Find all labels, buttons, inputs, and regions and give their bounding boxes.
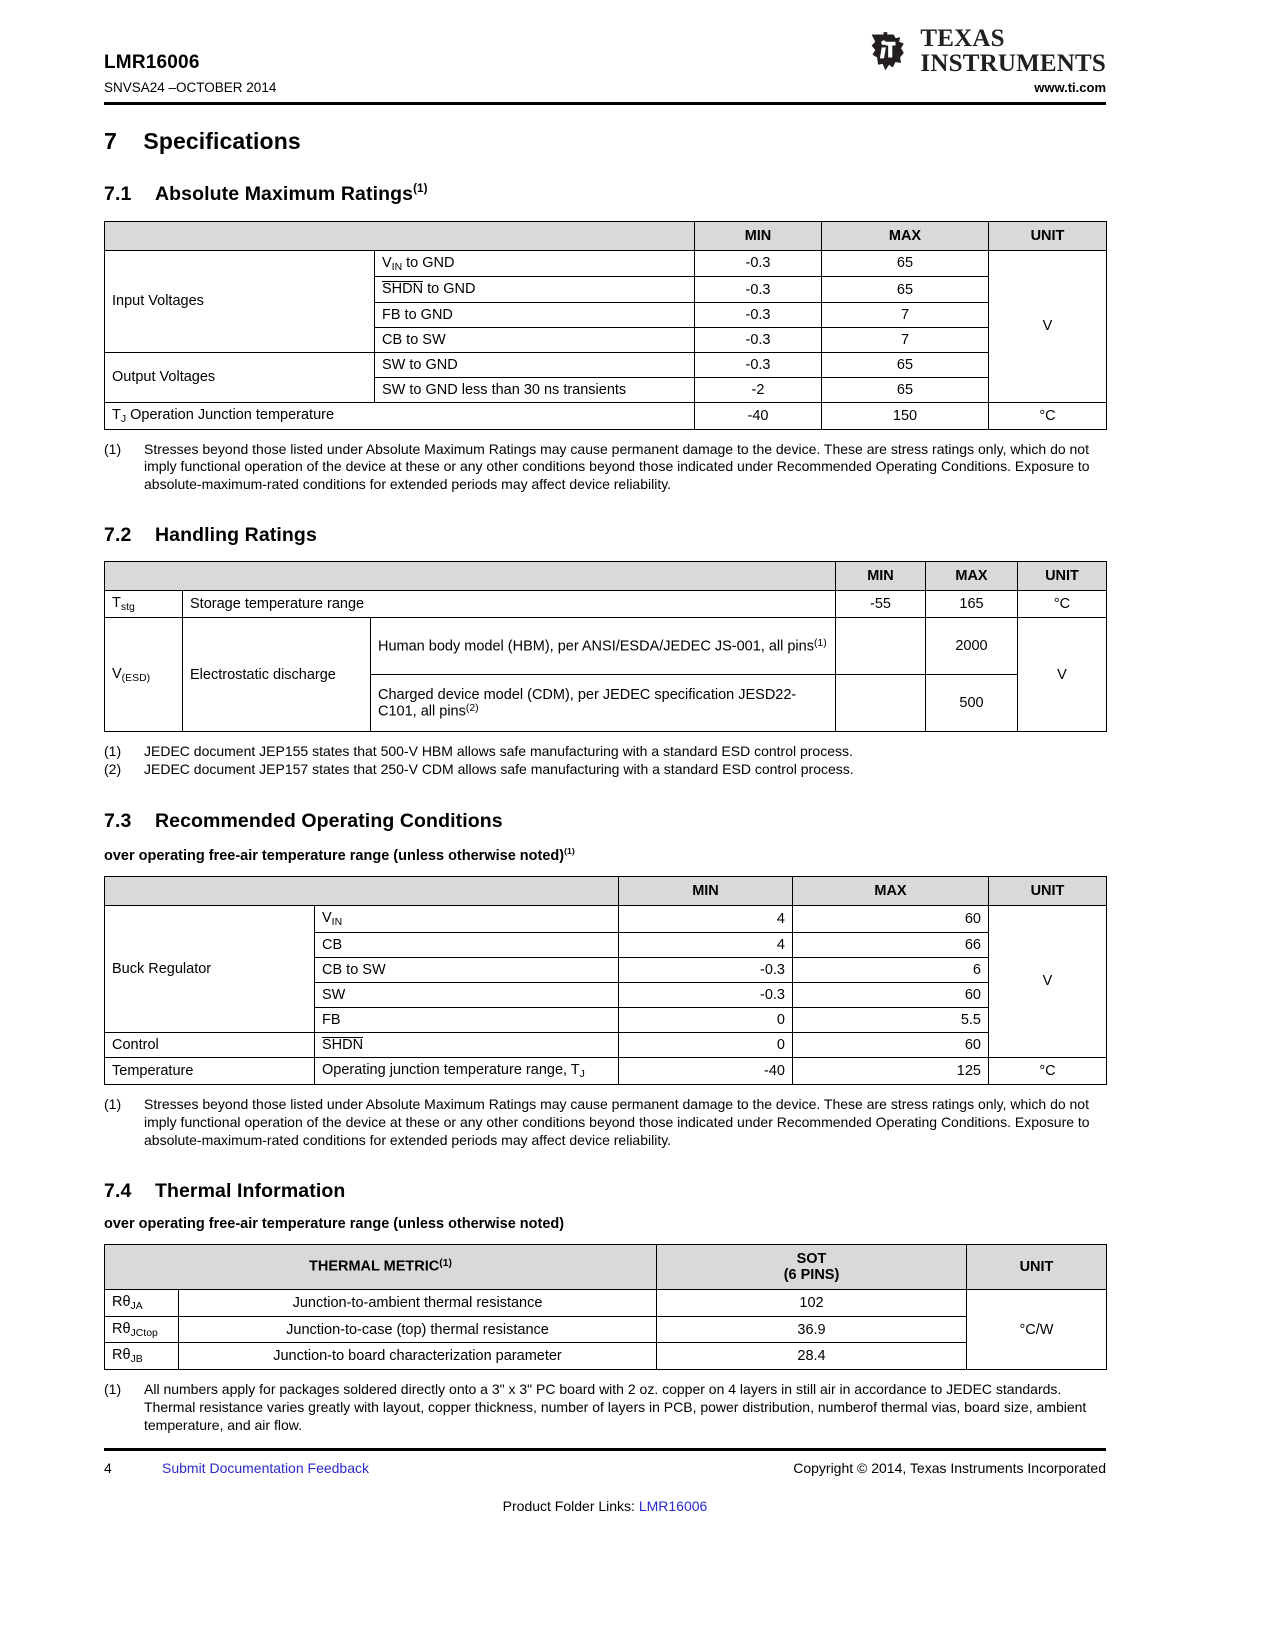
- param-sub: J: [120, 413, 127, 425]
- header-thermal-metric-text: THERMAL METRIC: [309, 1258, 440, 1275]
- table-row: [105, 1289, 1107, 1316]
- group-label-control: Control: [105, 1032, 315, 1057]
- symbol-base: V: [112, 665, 122, 682]
- product-folder-row: [104, 1498, 1106, 1514]
- max-value: 65: [822, 250, 989, 277]
- footnotes-7-4: [104, 1381, 1106, 1435]
- param-cell: CB to SW: [375, 327, 695, 352]
- group-label-temperature: Temperature: [105, 1057, 315, 1084]
- footnote-text: JEDEC document JEP155 states that 500-V HBM allows safe manufacturing with a standard ESD control process.: [144, 743, 853, 760]
- subtitle-7-3: [104, 846, 1106, 864]
- absolute-maximum-ratings-table: [104, 221, 1107, 430]
- description-cell: Junction-to-case (top) thermal resistance: [179, 1316, 657, 1343]
- param-base-overlined: SHDN: [382, 281, 424, 298]
- param-base: T: [112, 406, 121, 423]
- header-blank: [105, 876, 619, 905]
- footnote-item: [104, 441, 1106, 495]
- max-value: 125: [793, 1057, 989, 1084]
- param-cell: [315, 1057, 619, 1084]
- header-unit: UNIT: [1018, 562, 1107, 591]
- thermal-information-table: [104, 1244, 1107, 1371]
- subtitle-footnote-ref: (1): [564, 846, 575, 857]
- param-cell: [315, 905, 619, 932]
- param-cell: [375, 277, 695, 302]
- header-blank: [105, 221, 695, 250]
- max-value: 7: [822, 327, 989, 352]
- symbol-cell: [105, 1343, 179, 1370]
- footnote-item: [104, 1381, 1106, 1435]
- symbol-sub: stg: [120, 602, 135, 614]
- esd-footnote-ref: (1): [813, 637, 827, 649]
- heading-7-3-number: 7.3: [104, 810, 132, 833]
- table-row: [105, 352, 1107, 377]
- heading-7-4-number: 7.4: [104, 1179, 132, 1202]
- min-value: -0.3: [695, 250, 822, 277]
- symbol-sub: (ESD): [121, 672, 151, 684]
- header-unit: UNIT: [967, 1244, 1107, 1289]
- max-value: 66: [793, 932, 989, 957]
- min-value: -55: [836, 591, 926, 618]
- product-folder-label: Product Folder Links:: [502, 1498, 639, 1514]
- section-title: Specifications: [143, 128, 301, 154]
- header-unit: UNIT: [989, 221, 1107, 250]
- section-number: 7: [104, 128, 117, 154]
- max-value: 65: [822, 277, 989, 302]
- table-row: [105, 1032, 1107, 1057]
- max-value: 60: [793, 982, 989, 1007]
- param-cell: SW: [315, 982, 619, 1007]
- symbol-cell: [105, 1289, 179, 1316]
- param-cell: SW to GND: [375, 352, 695, 377]
- table-row: [105, 905, 1107, 932]
- header-unit: UNIT: [989, 876, 1107, 905]
- footnote-mark: (1): [104, 1381, 122, 1398]
- footnote-item: [104, 743, 1106, 761]
- min-value: 0: [619, 1007, 793, 1032]
- ti-website-link[interactable]: www.ti.com: [1034, 80, 1106, 95]
- ti-logo: [867, 26, 1106, 76]
- min-value: 4: [619, 905, 793, 932]
- description-cell: Junction-to board characterization parameter: [179, 1343, 657, 1370]
- max-value: 7: [822, 302, 989, 327]
- footnotes-7-3: [104, 1096, 1106, 1150]
- table-row: [105, 1316, 1107, 1343]
- symbol-sub: JCtop: [130, 1327, 158, 1339]
- footer-divider: [104, 1448, 1106, 1451]
- param-base: V: [382, 254, 392, 271]
- unit-voltage: V: [989, 250, 1107, 402]
- header-min: MIN: [619, 876, 793, 905]
- max-value: 2000: [926, 618, 1018, 675]
- symbol-sub: JA: [130, 1300, 143, 1312]
- max-value: 150: [822, 402, 989, 429]
- min-value: -2: [695, 377, 822, 402]
- param-sub: IN: [391, 261, 403, 273]
- page-header: [104, 0, 1106, 95]
- param-cell: FB: [315, 1007, 619, 1032]
- max-value: 60: [793, 905, 989, 932]
- header-package-line1: SOT: [796, 1250, 827, 1267]
- footnote-text: All numbers apply for packages soldered directly onto a 3" x 3" PC board with 2 oz. copper on 4 layers in still air in accordance to JEDEC standards. Thermal resistance varies greatly with layout, copper thickness, number of layers in PCB, power distribution, numberof thermal vias, board size, ambient temperature, and air flow.: [144, 1381, 1087, 1434]
- min-value: [836, 675, 926, 732]
- footnote-mark: (2): [104, 761, 122, 778]
- description-cell: Junction-to-ambient thermal resistance: [179, 1289, 657, 1316]
- max-value: 6: [793, 957, 989, 982]
- param-cell: SW to GND less than 30 ns transients: [375, 377, 695, 402]
- heading-7-4-title: Thermal Information: [154, 1179, 346, 1202]
- symbol-base: Rθ: [112, 1347, 131, 1364]
- param-cell: [375, 250, 695, 277]
- min-value: 0: [619, 1032, 793, 1057]
- table-row: [105, 1343, 1107, 1370]
- esd-footnote-ref: (2): [465, 702, 479, 714]
- max-value: 5.5: [793, 1007, 989, 1032]
- heading-7-2-number: 7.2: [104, 524, 132, 547]
- param-base-overlined: SHDN: [322, 1036, 364, 1053]
- heading-7-1-number: 7.1: [104, 182, 132, 205]
- footer-row: [104, 1460, 1106, 1476]
- ti-logo-line2: INSTRUMENTS: [920, 50, 1106, 77]
- param-base: V: [322, 909, 332, 926]
- footnote-text: Stresses beyond those listed under Absolute Maximum Ratings may cause permanent damage to the device. These are stress ratings only, which do not imply functional operation of the device at these or any other conditions beyond those indicated under Recommended Operating Conditions. Exposure to absolute-maximum-rated conditions for extended periods may affect device reliability.: [144, 440, 1090, 493]
- param-sub: IN: [331, 916, 343, 928]
- footnote-item: [104, 1096, 1106, 1150]
- min-value: -0.3: [695, 277, 822, 302]
- max-value: 60: [793, 1032, 989, 1057]
- heading-7-3-title: Recommended Operating Conditions: [154, 810, 503, 833]
- header-max: MAX: [793, 876, 989, 905]
- product-folder-link[interactable]: LMR16006: [638, 1498, 708, 1514]
- unit-celsius: °C: [1018, 591, 1107, 618]
- symbol-cell: [105, 591, 183, 618]
- page-title: [104, 128, 1106, 155]
- heading-7-1: [104, 182, 1106, 206]
- max-value: 65: [822, 377, 989, 402]
- header-max: MAX: [926, 562, 1018, 591]
- table-row: [105, 591, 1107, 618]
- footnote-item: [104, 761, 1106, 779]
- symbol-base: Rθ: [112, 1293, 131, 1310]
- symbol-base: Rθ: [112, 1320, 131, 1337]
- min-value: -0.3: [695, 302, 822, 327]
- param-sub: J: [579, 1068, 585, 1080]
- symbol-sub: JB: [130, 1354, 143, 1366]
- handling-ratings-table: [104, 561, 1107, 732]
- param-cell: [315, 1032, 619, 1057]
- heading-7-1-title: Absolute Maximum Ratings: [154, 182, 414, 205]
- esd-model-text: Charged device model (CDM), per JEDEC specification JESD22-C101, all pins: [378, 686, 797, 720]
- document-id: SNVSA24 –OCTOBER 2014: [104, 80, 277, 95]
- min-value: 4: [619, 932, 793, 957]
- header-package: [657, 1244, 967, 1289]
- description-cell-esd: Electrostatic discharge: [183, 618, 371, 732]
- table-header-row: [105, 562, 1107, 591]
- footnotes-7-1: [104, 441, 1106, 495]
- header-min: MIN: [836, 562, 926, 591]
- heading-7-2: [104, 524, 1106, 547]
- footnote-text: Stresses beyond those listed under Absolute Maximum Ratings may cause permanent damage to the device. These are stress ratings only, which do not imply functional operation of the device at these or any other conditions beyond those indicated under Recommended Operating Conditions. Exposure to absolute-maximum-rated conditions for extended periods may affect device reliability.: [144, 1095, 1090, 1148]
- group-label-input-voltages: Input Voltages: [105, 250, 375, 352]
- param-rest: to GND: [402, 254, 455, 271]
- part-number: LMR16006: [104, 52, 200, 73]
- thermal-value: 102: [657, 1289, 967, 1316]
- thermal-value: 36.9: [657, 1316, 967, 1343]
- heading-7-4: [104, 1180, 1106, 1203]
- max-value: 500: [926, 675, 1018, 732]
- header-max: MAX: [822, 221, 989, 250]
- page-content: [104, 0, 1106, 1435]
- footnote-text: JEDEC document JEP157 states that 250-V CDM allows safe manufacturing with a standard ESD control process.: [144, 761, 854, 778]
- min-value: -40: [695, 402, 822, 429]
- unit-voltage: V: [989, 905, 1107, 1057]
- header-footnote-ref: (1): [439, 1258, 452, 1270]
- table-row: [105, 618, 1107, 675]
- param-rest: to GND: [423, 281, 476, 298]
- header-blank: [105, 562, 836, 591]
- symbol-base: T: [112, 595, 121, 612]
- group-label-output-voltages: Output Voltages: [105, 352, 375, 402]
- min-value: -40: [619, 1057, 793, 1084]
- table-row: [105, 1057, 1107, 1084]
- footnote-mark: (1): [104, 440, 122, 457]
- page-footer: [104, 1448, 1106, 1514]
- submit-feedback-link[interactable]: Submit Documentation Feedback: [162, 1460, 369, 1476]
- footnote-mark: (1): [104, 1095, 122, 1112]
- param-rest: Operation Junction temperature: [126, 406, 335, 423]
- table-header-row: [105, 876, 1107, 905]
- unit-thermal: °C/W: [967, 1289, 1107, 1370]
- min-value: -0.3: [619, 982, 793, 1007]
- subtitle-text: over operating free-air temperature range (unless otherwise noted): [104, 847, 565, 864]
- esd-model-cell: [371, 618, 836, 675]
- esd-model-cell: [371, 675, 836, 732]
- min-value: [836, 618, 926, 675]
- table-row: [105, 250, 1107, 277]
- ti-wordmark: [920, 26, 1106, 76]
- unit-celsius: °C: [989, 402, 1107, 429]
- ti-logo-line1: TEXAS: [920, 25, 1005, 52]
- header-thermal-metric: [105, 1244, 657, 1289]
- param-cell: CB: [315, 932, 619, 957]
- param-cell: CB to SW: [315, 957, 619, 982]
- table-row: [105, 402, 1107, 429]
- param-cell: FB to GND: [375, 302, 695, 327]
- param-base: Operating junction temperature range, T: [322, 1061, 580, 1078]
- recommended-operating-conditions-table: [104, 876, 1107, 1085]
- heading-7-3: [104, 810, 1106, 833]
- max-value: 165: [926, 591, 1018, 618]
- table-header-row: [105, 1244, 1107, 1289]
- param-cell-junction-temp: [105, 402, 695, 429]
- footnote-mark: (1): [104, 743, 122, 760]
- max-value: 65: [822, 352, 989, 377]
- group-label-buck-regulator: Buck Regulator: [105, 905, 315, 1032]
- min-value: -0.3: [695, 352, 822, 377]
- description-cell: Storage temperature range: [183, 591, 836, 618]
- header-divider: [104, 102, 1106, 105]
- footnotes-7-2: [104, 743, 1106, 779]
- min-value: -0.3: [695, 327, 822, 352]
- heading-7-2-title: Handling Ratings: [154, 524, 317, 547]
- min-value: -0.3: [619, 957, 793, 982]
- thermal-value: 28.4: [657, 1343, 967, 1370]
- subtitle-7-4: over operating free-air temperature range (unless otherwise noted): [104, 1215, 565, 1232]
- heading-7-1-footnote-ref: (1): [413, 182, 428, 195]
- unit-voltage: V: [1018, 618, 1107, 732]
- table-header-row: [105, 221, 1107, 250]
- texas-instruments-logo-icon: [867, 28, 913, 74]
- symbol-cell: [105, 1316, 179, 1343]
- copyright-text: Copyright © 2014, Texas Instruments Incorporated: [793, 1460, 1106, 1476]
- symbol-cell-esd: [105, 618, 183, 732]
- esd-model-text: Human body model (HBM), per ANSI/ESDA/JEDEC JS-001, all pins: [378, 638, 814, 655]
- page-number: 4: [104, 1460, 112, 1476]
- unit-celsius: °C: [989, 1057, 1107, 1084]
- header-package-line2: (6 PINS): [783, 1266, 840, 1283]
- header-min: MIN: [695, 221, 822, 250]
